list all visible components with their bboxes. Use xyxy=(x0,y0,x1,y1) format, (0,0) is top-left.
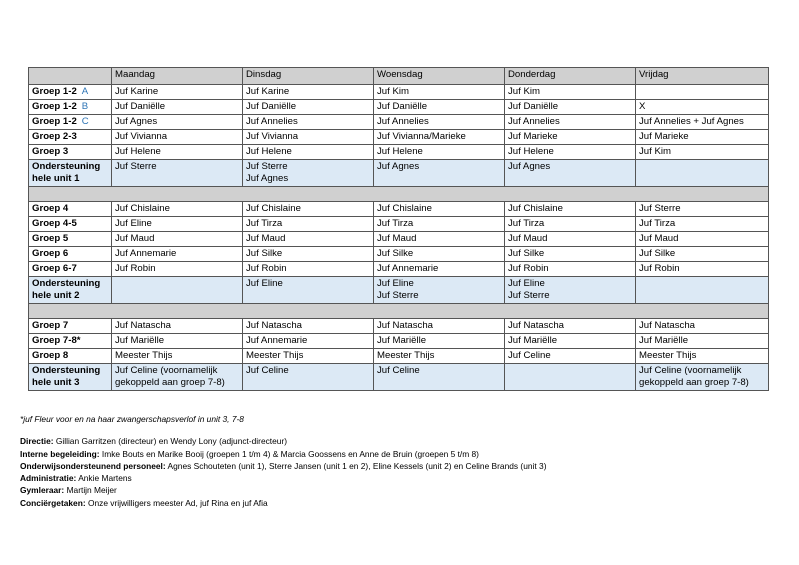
teacher-cell: Juf Chislaine xyxy=(505,202,636,217)
teacher-cell: Juf Silke xyxy=(374,247,505,262)
footnote: *juf Fleur voor en na haar zwangerschapsverlof in unit 3, 7-8 xyxy=(20,414,244,424)
teacher-cell: Juf Helene xyxy=(112,145,243,160)
group-name xyxy=(29,85,112,100)
group-label: Groep 6-7 xyxy=(32,263,77,274)
staff-label: Interne begeleiding: xyxy=(20,448,100,459)
staff-text: Martijn Meijer xyxy=(66,485,117,496)
teacher-cell: Juf Silke xyxy=(505,247,636,262)
teacher-cell: Meester Thijs xyxy=(243,349,374,364)
teacher-cell: Juf Tirza xyxy=(505,217,636,232)
header-day: Woensdag xyxy=(374,68,505,85)
group-label: Groep 1-2 xyxy=(32,101,77,112)
staff-text: Onze vrijwilligers meester Ad, juf Rina en juf Afia xyxy=(87,497,268,508)
group-name xyxy=(29,319,112,334)
staff-line xyxy=(20,484,547,496)
group-label: Groep 1-2 xyxy=(32,116,77,127)
staff-text: Gillian Garritzen (directeur) en Wendy Lony (adjunct-directeur) xyxy=(55,436,288,447)
teacher-cell: Juf Natascha xyxy=(374,319,505,334)
group-name xyxy=(29,334,112,349)
group-row xyxy=(29,85,769,100)
teacher-cell: Juf Robin xyxy=(505,262,636,277)
header-row xyxy=(29,68,769,85)
group-row xyxy=(29,100,769,115)
group-label: Ondersteuning hele unit 1 xyxy=(32,161,101,184)
group-name xyxy=(29,145,112,160)
group-label: Groep 4 xyxy=(32,203,69,214)
teacher-cell: Juf Celine xyxy=(505,349,636,364)
teacher-cell: Juf Marieke xyxy=(636,130,769,145)
group-name xyxy=(29,349,112,364)
teacher-cell: Juf Natascha xyxy=(505,319,636,334)
group-name xyxy=(29,217,112,232)
staff-label: Conciërgetaken: xyxy=(20,497,86,508)
teacher-cell: Juf Helene xyxy=(505,145,636,160)
header-day: Maandag xyxy=(112,68,243,85)
group-row xyxy=(29,349,769,364)
staff-label: Administratie: xyxy=(20,473,77,484)
group-label: Groep 7 xyxy=(32,320,69,331)
staff-line xyxy=(20,497,547,509)
teacher-cell: Juf Daniëlle xyxy=(112,100,243,115)
teacher-cell: Juf Robin xyxy=(243,262,374,277)
staff-line xyxy=(20,448,547,460)
teacher-cell: Juf Kim xyxy=(374,85,505,100)
teacher-cell xyxy=(636,277,769,304)
teacher-cell: Juf Mariëlle xyxy=(505,334,636,349)
teacher-cell: Juf Kim xyxy=(505,85,636,100)
teacher-cell: Juf Daniëlle xyxy=(505,100,636,115)
group-label: Groep 3 xyxy=(32,146,69,157)
teacher-cell: Meester Thijs xyxy=(374,349,505,364)
group-row xyxy=(29,145,769,160)
group-label: Ondersteuning hele unit 3 xyxy=(32,365,101,388)
teacher-cell: Juf Silke xyxy=(243,247,374,262)
teacher-cell: Juf Celine (voornamelijk gekoppeld aan groep 7-8) xyxy=(636,364,769,391)
header-day: Dinsdag xyxy=(243,68,374,85)
teacher-cell xyxy=(505,364,636,391)
header-day: Donderdag xyxy=(505,68,636,85)
teacher-cell: Juf Maud xyxy=(112,232,243,247)
teacher-cell: Juf Celine xyxy=(374,364,505,391)
group-name xyxy=(29,262,112,277)
support-row xyxy=(29,160,769,187)
teacher-cell: Juf Tirza xyxy=(636,217,769,232)
teacher-cell: Juf Annemarie xyxy=(374,262,505,277)
teacher-cell: Juf Tirza xyxy=(243,217,374,232)
header-corner xyxy=(29,68,112,85)
teacher-cell: Juf Sterre xyxy=(636,202,769,217)
group-name xyxy=(29,277,112,304)
group-row xyxy=(29,217,769,232)
staff-line xyxy=(20,435,547,447)
teacher-cell: Juf Robin xyxy=(636,262,769,277)
teacher-cell: Juf Agnes xyxy=(112,115,243,130)
teacher-cell: X xyxy=(636,100,769,115)
staff-text: Imke Bouts en Marike Booij (groepen 1 t/m 4) & Marcia Goossens en Anne de Bruin (groepen 5 t/m 8) xyxy=(101,448,479,459)
group-name xyxy=(29,115,112,130)
teacher-cell: Juf Natascha xyxy=(243,319,374,334)
staff-line xyxy=(20,472,547,484)
group-name xyxy=(29,232,112,247)
group-row xyxy=(29,115,769,130)
staff-label: Directie: xyxy=(20,436,54,447)
teacher-cell: Juf Chislaine xyxy=(243,202,374,217)
staff-label: Onderwijsondersteunend personeel: xyxy=(20,460,166,471)
teacher-cell: Juf Maud xyxy=(243,232,374,247)
teacher-cell: Juf Annelies xyxy=(243,115,374,130)
teacher-cell: Juf Maud xyxy=(374,232,505,247)
teacher-cell: Juf Mariëlle xyxy=(636,334,769,349)
teacher-cell: Juf Daniëlle xyxy=(243,100,374,115)
teacher-cell: Juf Vivianna xyxy=(112,130,243,145)
group-label: Groep 6 xyxy=(32,248,69,259)
group-name xyxy=(29,100,112,115)
group-name xyxy=(29,130,112,145)
teacher-cell: Juf Eline xyxy=(112,217,243,232)
staff-list xyxy=(20,435,547,509)
teacher-cell: Juf Helene xyxy=(243,145,374,160)
group-label: Groep 1-2 xyxy=(32,86,77,97)
schedule-table xyxy=(28,67,769,391)
teacher-cell: Juf Tirza xyxy=(374,217,505,232)
staff-text: Agnes Schouteten (unit 1), Sterre Jansen (unit 1 en 2), Eline Kessels (unit 2) en Celine Brands (unit 3) xyxy=(167,460,547,471)
teacher-cell: Juf Eline Juf Sterre xyxy=(374,277,505,304)
teacher-cell xyxy=(636,160,769,187)
group-suffix: C xyxy=(81,116,89,127)
teacher-cell: Meester Thijs xyxy=(636,349,769,364)
teacher-cell: Juf Karine xyxy=(112,85,243,100)
group-row xyxy=(29,247,769,262)
teacher-cell: Juf Celine xyxy=(243,364,374,391)
teacher-cell: Juf Natascha xyxy=(112,319,243,334)
group-row xyxy=(29,202,769,217)
teacher-cell: Juf Sterre Juf Agnes xyxy=(243,160,374,187)
separator-row xyxy=(29,304,769,319)
group-suffix: A xyxy=(81,86,89,97)
separator-cell xyxy=(29,304,769,319)
teacher-cell: Juf Eline Juf Sterre xyxy=(505,277,636,304)
support-row xyxy=(29,277,769,304)
group-label: Groep 2-3 xyxy=(32,131,77,142)
teacher-cell: Juf Daniëlle xyxy=(374,100,505,115)
staff-text: Ankie Martens xyxy=(78,473,132,484)
group-row xyxy=(29,334,769,349)
teacher-cell: Juf Annemarie xyxy=(243,334,374,349)
teacher-cell: Juf Mariëlle xyxy=(112,334,243,349)
teacher-cell xyxy=(112,277,243,304)
teacher-cell: Juf Annelies + Juf Agnes xyxy=(636,115,769,130)
group-label: Groep 7-8* xyxy=(32,335,81,346)
group-label: Ondersteuning hele unit 2 xyxy=(32,278,101,301)
teacher-cell: Juf Chislaine xyxy=(374,202,505,217)
teacher-cell: Juf Chislaine xyxy=(112,202,243,217)
staff-label: Gymleraar: xyxy=(20,485,65,496)
teacher-cell xyxy=(636,85,769,100)
header-day: Vrijdag xyxy=(636,68,769,85)
teacher-cell: Juf Maud xyxy=(636,232,769,247)
teacher-cell: Juf Kim xyxy=(636,145,769,160)
teacher-cell: Juf Mariëlle xyxy=(374,334,505,349)
teacher-cell: Juf Marieke xyxy=(505,130,636,145)
teacher-cell: Juf Annelies xyxy=(374,115,505,130)
teacher-cell: Juf Maud xyxy=(505,232,636,247)
group-suffix: B xyxy=(81,101,89,112)
teacher-cell: Juf Natascha xyxy=(636,319,769,334)
teacher-cell: Juf Eline xyxy=(243,277,374,304)
teacher-cell: Meester Thijs xyxy=(112,349,243,364)
group-row xyxy=(29,232,769,247)
group-name xyxy=(29,160,112,187)
group-row xyxy=(29,130,769,145)
teacher-cell: Juf Agnes xyxy=(374,160,505,187)
teacher-cell: Juf Celine (voornamelijk gekoppeld aan groep 7-8) xyxy=(112,364,243,391)
teacher-cell: Juf Annelies xyxy=(505,115,636,130)
support-row xyxy=(29,364,769,391)
separator-cell xyxy=(29,187,769,202)
group-name xyxy=(29,202,112,217)
separator-row xyxy=(29,187,769,202)
teacher-cell: Juf Helene xyxy=(374,145,505,160)
group-label: Groep 4-5 xyxy=(32,218,77,229)
group-label: Groep 8 xyxy=(32,350,69,361)
group-name xyxy=(29,364,112,391)
group-row xyxy=(29,262,769,277)
teacher-cell: Juf Silke xyxy=(636,247,769,262)
teacher-cell: Juf Annemarie xyxy=(112,247,243,262)
notes-section xyxy=(20,413,547,509)
teacher-cell: Juf Vivianna xyxy=(243,130,374,145)
teacher-cell: Juf Sterre xyxy=(112,160,243,187)
teacher-cell: Juf Vivianna/Marieke xyxy=(374,130,505,145)
group-label: Groep 5 xyxy=(32,233,69,244)
group-row xyxy=(29,319,769,334)
staff-line xyxy=(20,460,547,472)
teacher-cell: Juf Karine xyxy=(243,85,374,100)
group-name xyxy=(29,247,112,262)
teacher-cell: Juf Robin xyxy=(112,262,243,277)
teacher-cell: Juf Agnes xyxy=(505,160,636,187)
